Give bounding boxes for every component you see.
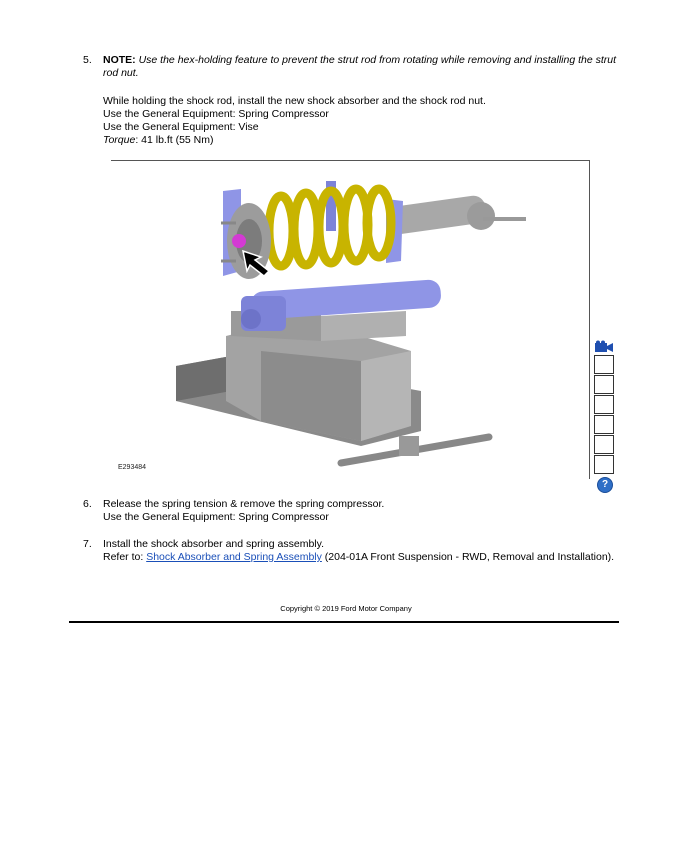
figure-frame	[111, 160, 590, 479]
divider	[69, 621, 619, 623]
video-camera-icon[interactable]	[594, 340, 614, 354]
vise-jaw	[321, 311, 406, 341]
equipment-line: Use the General Equipment: Spring Compressor	[103, 108, 329, 120]
torque-line	[103, 134, 623, 147]
step-number: 5.	[83, 54, 92, 66]
torque-label: Torque	[103, 134, 136, 146]
rod-nut	[232, 234, 246, 248]
torque-value: : 41 lb.ft (55 Nm)	[135, 134, 214, 146]
sidebar-cell	[594, 415, 614, 434]
note-label: NOTE:	[103, 54, 136, 66]
step-text: Release the spring tension & remove the spring compressor.	[103, 498, 385, 510]
equipment-line: Use the General Equipment: Vise	[103, 121, 259, 133]
shock-absorber-link[interactable]: Shock Absorber and Spring Assembly	[146, 551, 322, 563]
refer-line	[103, 551, 623, 564]
help-icon[interactable]: ?	[597, 477, 613, 493]
refer-suffix: (204-01A Front Suspension - RWD, Removal and Installation).	[321, 551, 615, 563]
shock-absorber-illustration	[111, 161, 589, 479]
note	[103, 54, 623, 80]
equipment-line: Use the General Equipment: Spring Compressor	[103, 511, 329, 523]
copyright: Copyright © 2019 Ford Motor Company	[280, 604, 412, 613]
step-body	[103, 538, 623, 564]
refer-label: Refer to:	[103, 551, 147, 563]
step-number: 7.	[83, 538, 92, 550]
figure-sidebar	[594, 340, 614, 493]
step-body	[103, 498, 623, 524]
sidebar-cell	[594, 355, 614, 374]
note-text: Use the hex-holding feature to prevent the strut rod from rotating while removing and installing the strut rod nut.	[103, 54, 617, 79]
sidebar-cell	[594, 435, 614, 454]
step-text: Install the shock absorber and spring assembly.	[103, 538, 325, 550]
sidebar-cell	[594, 375, 614, 394]
step-number: 6.	[83, 498, 92, 510]
sidebar-cell	[594, 395, 614, 414]
step-body	[103, 54, 623, 147]
sidebar-cell	[594, 455, 614, 474]
instruction-text: While holding the shock rod, install the new shock absorber and the shock rod nut.	[103, 95, 486, 107]
figure-id: E293484	[118, 464, 147, 471]
